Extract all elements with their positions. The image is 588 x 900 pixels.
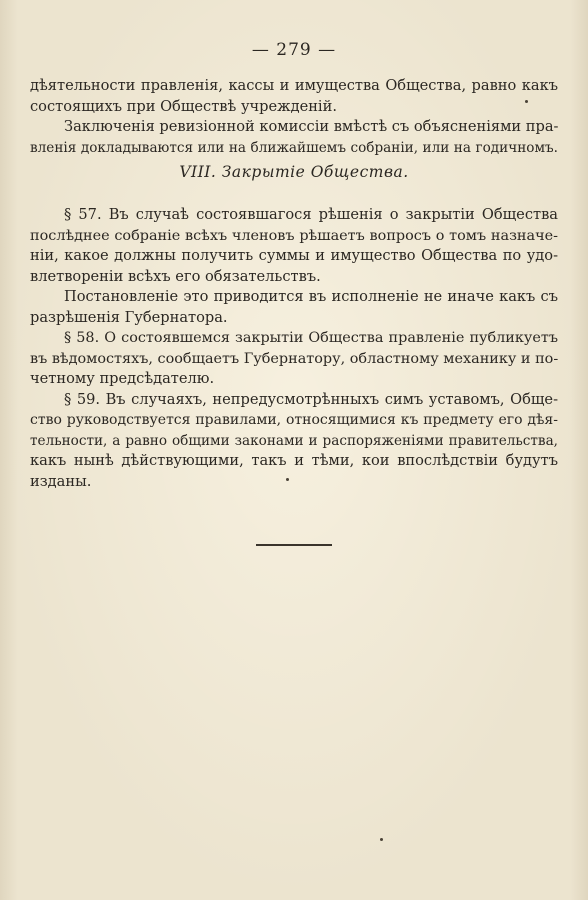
paragraph-57-line: ніи, какое должны получить суммы и имущество Общества по удо- [30,247,558,264]
section-body [30,205,558,492]
intro-paragraphs [30,76,558,158]
paragraph-58-line: въ вѣдомостяхъ, сообщаетъ Губернатору, областному механику и по- [30,350,559,367]
paragraph-59-line: § 59. Въ случаяхъ, непредусмотрѣнныхъ симъ уставомъ, Обще- [64,390,558,408]
paragraph-59-line: какъ нынѣ дѣйствующими, такъ и тѣми, кои впослѣдствіи будутъ [30,452,558,469]
paragraph-57-line: § 57. Въ случаѣ состоявшагося рѣшенія о закрытіи Общества [64,206,558,223]
resolution-line: Постановленіе это приводится въ исполненіе не иначе какъ съ [64,288,558,305]
paragraph-59-line: ство руководствуется правилами, относящимися къ предмету его дѣя- [30,412,558,428]
paper-speck [380,838,383,841]
section-heading: VIII. Закрытіе Общества. [179,163,409,181]
paragraph-59-line: изданы. [30,472,92,490]
paper-speck [286,478,289,481]
text-line: Заключенія ревизіонной комиссіи вмѣстѣ съ объясненіями пра- [64,118,559,135]
paper-speck [525,100,528,103]
resolution-line: разрѣшенія Губернатора. [30,308,228,326]
text-line: состоящихъ при Обществѣ учрежденій. [30,97,337,115]
paragraph-58-line: четному предсѣдателю. [30,370,215,387]
paragraph-57-line: послѣднее собраніе всѣхъ членовъ рѣшаетъ вопросъ о томъ назначе- [30,227,558,244]
end-rule [256,544,332,546]
page-number: — 279 — [251,40,337,60]
paragraph-58-line: § 58. О состоявшемся закрытіи Общества правленіе публикуетъ [64,330,558,346]
paragraph-59-line: тельности, а равно общими законами и распоряженіями правительства, [30,432,558,449]
text-line: вленія докладываются или на ближайшемъ собраніи, или на годичномъ. [30,139,558,156]
paragraph-57-line: влетвореніи всѣхъ его обязательствъ. [30,267,321,285]
text-line: дѣятельности правленія, кассы и имущества Общества, равно какъ [30,77,558,94]
